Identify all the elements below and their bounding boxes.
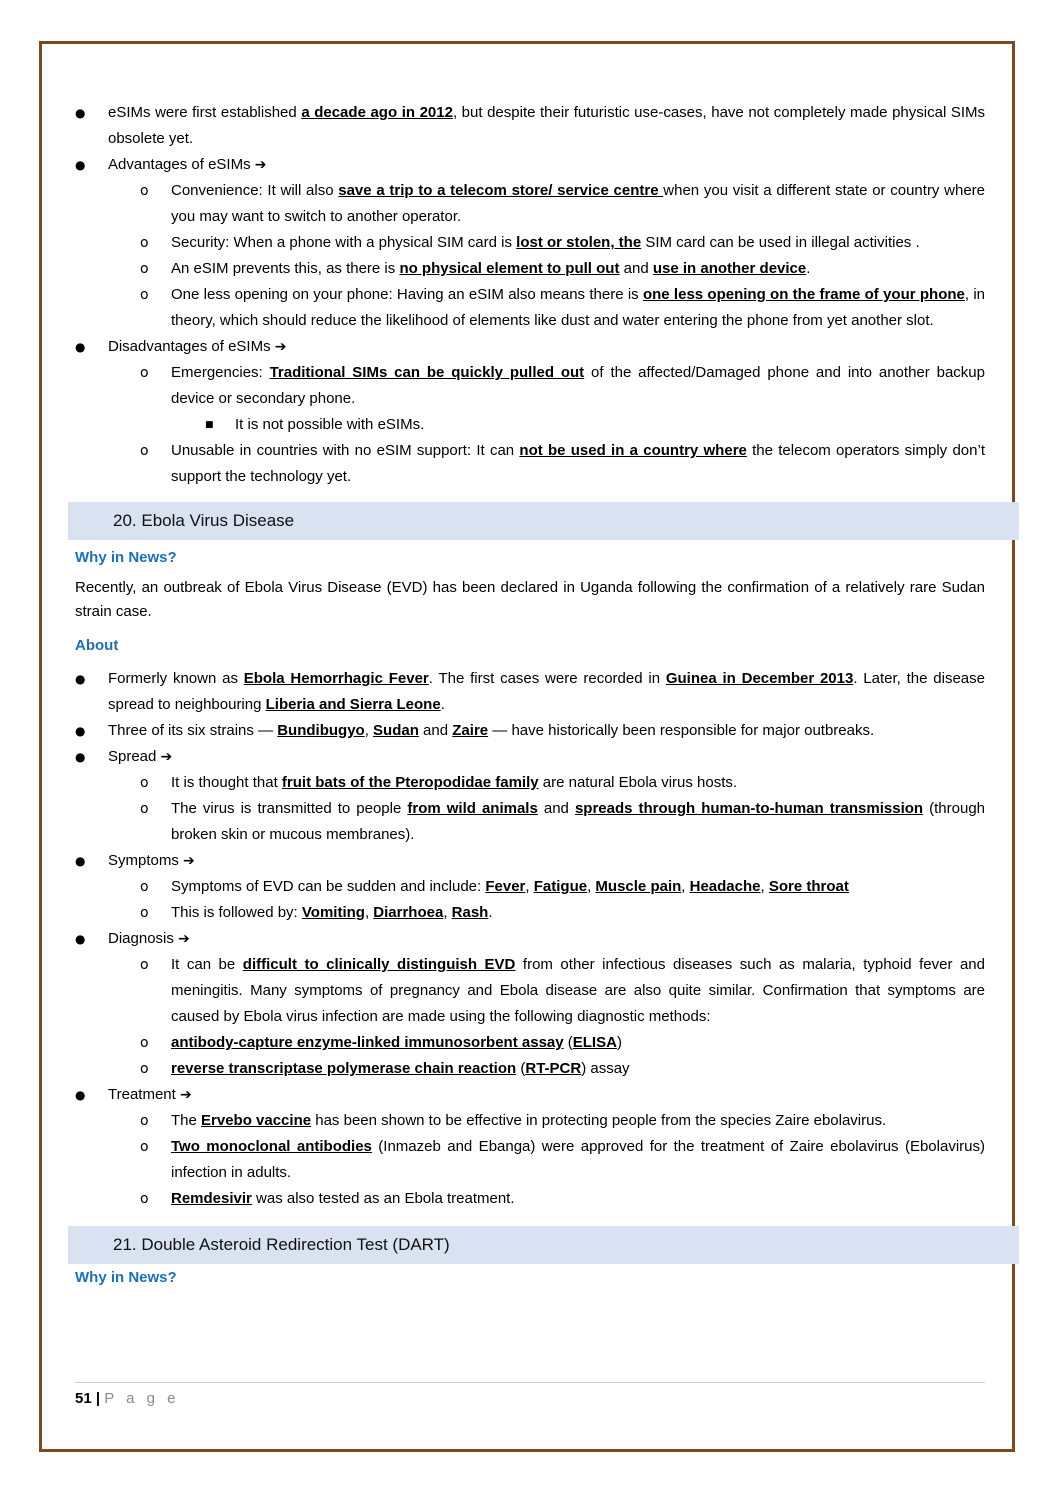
circle-marker: o (140, 443, 149, 459)
text: One less opening on your phone: Having an eSIM also means there is (171, 286, 643, 303)
arrow-right-icon: ➔ (179, 1087, 192, 1103)
circle-marker: o (140, 801, 149, 817)
sub-list-item (75, 1186, 985, 1212)
circle-marker: o (140, 183, 149, 199)
circle-marker: o (140, 957, 149, 973)
text: It is thought that (171, 774, 282, 791)
label: Treatment (108, 1086, 180, 1103)
text: , (443, 904, 452, 921)
sub-heading: Why in News? (75, 549, 177, 566)
bullet-marker: ● (75, 750, 86, 764)
bullet-marker: ● (75, 1088, 86, 1102)
text: , (364, 722, 374, 739)
sub-list-item (75, 360, 985, 412)
highlight: Fever (485, 878, 526, 895)
circle-marker: o (140, 365, 149, 381)
highlight: reverse transcriptase polymerase chain reaction (171, 1060, 517, 1077)
text: . (806, 260, 811, 277)
text: was also tested as an Ebola treatment. (251, 1190, 515, 1207)
text: SIM card can be used in illegal activities . (641, 234, 920, 251)
highlight: Ervebo vaccine (201, 1112, 312, 1129)
text: and (619, 260, 653, 277)
label: Symptoms (108, 852, 184, 869)
highlight: spreads through human-to-human transmission (574, 800, 924, 817)
text: . Later, the disease spread to neighbouring (108, 670, 985, 713)
text: It can be (171, 956, 243, 973)
text: are natural Ebola virus hosts. (538, 774, 738, 791)
highlight: lost or stolen, the (516, 234, 642, 251)
sub-list-item (75, 1108, 985, 1134)
page-footer (75, 1382, 985, 1409)
text: (through broken skin or mucous membranes). (171, 800, 986, 843)
highlight: difficult to clinically distinguish EVD (242, 956, 516, 973)
circle-marker: o (140, 905, 149, 921)
list-item-symptoms (75, 848, 985, 874)
sub-list-item (75, 874, 985, 900)
sub-list-item (75, 230, 985, 256)
bullet-marker: ● (75, 854, 86, 868)
sub-list-item (75, 282, 985, 334)
text: , (760, 878, 769, 895)
text: when you visit a different state or country where you may want to switch to another operator. (171, 182, 985, 225)
footer-separator: | (95, 1390, 101, 1407)
sub-list-item (75, 770, 985, 796)
text: and (418, 722, 453, 739)
text: . (488, 904, 493, 921)
list-item (75, 718, 985, 744)
arrow-right-icon: ➔ (160, 749, 173, 765)
highlight: from wild animals (407, 800, 538, 817)
text: Security: When a phone with a physical SIM card is (171, 234, 517, 251)
paragraph: Recently, an outbreak of Ebola Virus Disease (EVD) has been declared in Uganda following the confirmation of a relatively rare Sudan strain case. (75, 579, 985, 620)
section-header-bar (68, 502, 1019, 540)
text: of the affected/Damaged phone and into another backup device or secondary phone. (171, 364, 985, 407)
label: Diagnosis (108, 930, 179, 947)
text: from other infectious diseases such as malaria, typhoid fever and meningitis. Many symptoms of pregnancy and Ebola disease are also quite similar. Confirmation that symptoms are caused by Ebola virus infection are made using the following diagnostic methods: (171, 956, 985, 1025)
text: This is followed by: (171, 904, 302, 921)
circle-marker: o (140, 287, 149, 303)
bullet-marker: ● (75, 106, 86, 120)
highlight: fruit bats of the Pteropodidae family (281, 774, 539, 791)
page-number: 51 (75, 1390, 92, 1407)
page-content (75, 100, 985, 1296)
highlight: Ebola Hemorrhagic Fever (243, 670, 429, 687)
arrow-right-icon: ➔ (178, 931, 190, 947)
highlight: Diarrhoea (373, 904, 444, 921)
section-header-bar (68, 1226, 1019, 1264)
circle-marker: o (140, 1191, 149, 1207)
sub-sub-list-item (75, 412, 985, 438)
text: . (440, 696, 445, 713)
bullet-marker: ● (75, 932, 86, 946)
sub-list-item (75, 1056, 985, 1082)
sub-list-item (75, 438, 985, 490)
bullet-marker: ● (75, 724, 86, 738)
list-item-disadvantages (75, 334, 985, 360)
label: Advantages of eSIMs (108, 156, 255, 173)
highlight: Guinea in December 2013 (665, 670, 854, 687)
section-title: 21. Double Asteroid Redirection Test (DART) (113, 1235, 450, 1254)
list-item-spread (75, 744, 985, 770)
text: . The first cases were recorded in (428, 670, 666, 687)
text: ( (563, 1034, 573, 1051)
sub-list-item (75, 1030, 985, 1056)
circle-marker: o (140, 879, 149, 895)
highlight: save a trip to a telecom store/ service centre (338, 182, 664, 199)
highlight: Sudan (373, 722, 419, 739)
text: (Inmazeb and Ebanga) were approved for the treatment of Zaire ebolavirus (Ebolavirus) infection in adults. (171, 1138, 985, 1181)
highlight: Zaire (452, 722, 489, 739)
label: Disadvantages of eSIMs (108, 338, 275, 355)
text: The virus is transmitted to people (171, 800, 408, 817)
circle-marker: o (140, 235, 149, 251)
highlight: Traditional SIMs can be quickly pulled out (269, 364, 585, 381)
sub-list-item (75, 178, 985, 230)
list-item (75, 100, 985, 152)
sub-list-item (75, 256, 985, 282)
highlight: a decade ago in 2012 (301, 104, 453, 121)
text: An eSIM prevents this, as there is (171, 260, 400, 277)
highlight: Rash (451, 904, 489, 921)
arrow-right-icon: ➔ (183, 853, 195, 869)
bullet-marker: ● (75, 340, 86, 354)
bullet-marker: ● (75, 672, 86, 686)
text: It is not possible with eSIMs. (235, 416, 425, 433)
highlight: one less opening on the frame of your phone (642, 286, 965, 303)
text: , (525, 878, 534, 895)
highlight: Headache (689, 878, 761, 895)
sub-list-item (75, 900, 985, 926)
highlight: Bundibugyo (277, 722, 365, 739)
text: Convenience: It will also (171, 182, 339, 199)
text: , in theory, which should reduce the likelihood of elements like dust and water entering the phone from yet another slot. (171, 286, 986, 329)
list-item-treatment (75, 1082, 985, 1108)
highlight: Sore throat (768, 878, 849, 895)
arrow-right-icon: ➔ (254, 157, 267, 173)
highlight: Liberia and Sierra Leone (265, 696, 441, 713)
sub-heading: Why in News? (75, 1269, 177, 1286)
text: Emergencies: (171, 364, 270, 381)
label: Spread (108, 748, 161, 765)
text: Symptoms of EVD can be sudden and include: (171, 878, 486, 895)
sub-list-item (75, 796, 985, 848)
highlight: ELISA (572, 1034, 617, 1051)
circle-marker: o (140, 1035, 149, 1051)
text: , (681, 878, 690, 895)
text: , (587, 878, 596, 895)
sub-list-item (75, 952, 985, 1030)
text: has been shown to be effective in protecting people from the species Zaire ebolavirus. (311, 1112, 887, 1129)
text: Three of its six strains — (108, 722, 278, 739)
arrow-right-icon: ➔ (274, 339, 287, 355)
sub-list-item (75, 1134, 985, 1186)
square-marker: ■ (205, 420, 214, 430)
text: — have historically been responsible for major outbreaks. (488, 722, 875, 739)
page-label: P a g e (104, 1390, 180, 1407)
highlight: no physical element to pull out (399, 260, 620, 277)
text: the telecom operators simply don’t support the technology yet. (171, 442, 985, 485)
highlight: Muscle pain (595, 878, 682, 895)
circle-marker: o (140, 1139, 149, 1155)
text: , (364, 904, 374, 921)
highlight: Fatigue (533, 878, 588, 895)
text: Unusable in countries with no eSIM support: It can (171, 442, 520, 459)
circle-marker: o (140, 261, 149, 277)
text: and (537, 800, 575, 817)
highlight: RT-PCR (525, 1060, 582, 1077)
text: ) (616, 1034, 622, 1051)
highlight: use in another device (652, 260, 807, 277)
text: Formerly known as (108, 670, 244, 687)
list-item (75, 666, 985, 718)
text: ( (516, 1060, 526, 1077)
circle-marker: o (140, 775, 149, 791)
highlight: Two monoclonal antibodies (171, 1138, 372, 1155)
bullet-marker: ● (75, 158, 86, 172)
text: The (171, 1112, 202, 1129)
circle-marker: o (140, 1113, 149, 1129)
highlight: not be used in a country where (519, 442, 747, 459)
highlight: Vomiting (301, 904, 365, 921)
highlight: antibody-capture enzyme-linked immunosorbent assay (171, 1034, 564, 1051)
text: ) assay (581, 1060, 630, 1077)
section-title: 20. Ebola Virus Disease (113, 511, 295, 530)
circle-marker: o (140, 1061, 149, 1077)
sub-heading: About (75, 637, 119, 654)
list-item-advantages (75, 152, 985, 178)
highlight: Remdesivir (171, 1190, 252, 1207)
list-item-diagnosis (75, 926, 985, 952)
text: eSIMs were first established (108, 104, 302, 121)
text: , but despite their futuristic use-cases, have not completely made physical SIMs obsolete yet. (108, 104, 985, 147)
